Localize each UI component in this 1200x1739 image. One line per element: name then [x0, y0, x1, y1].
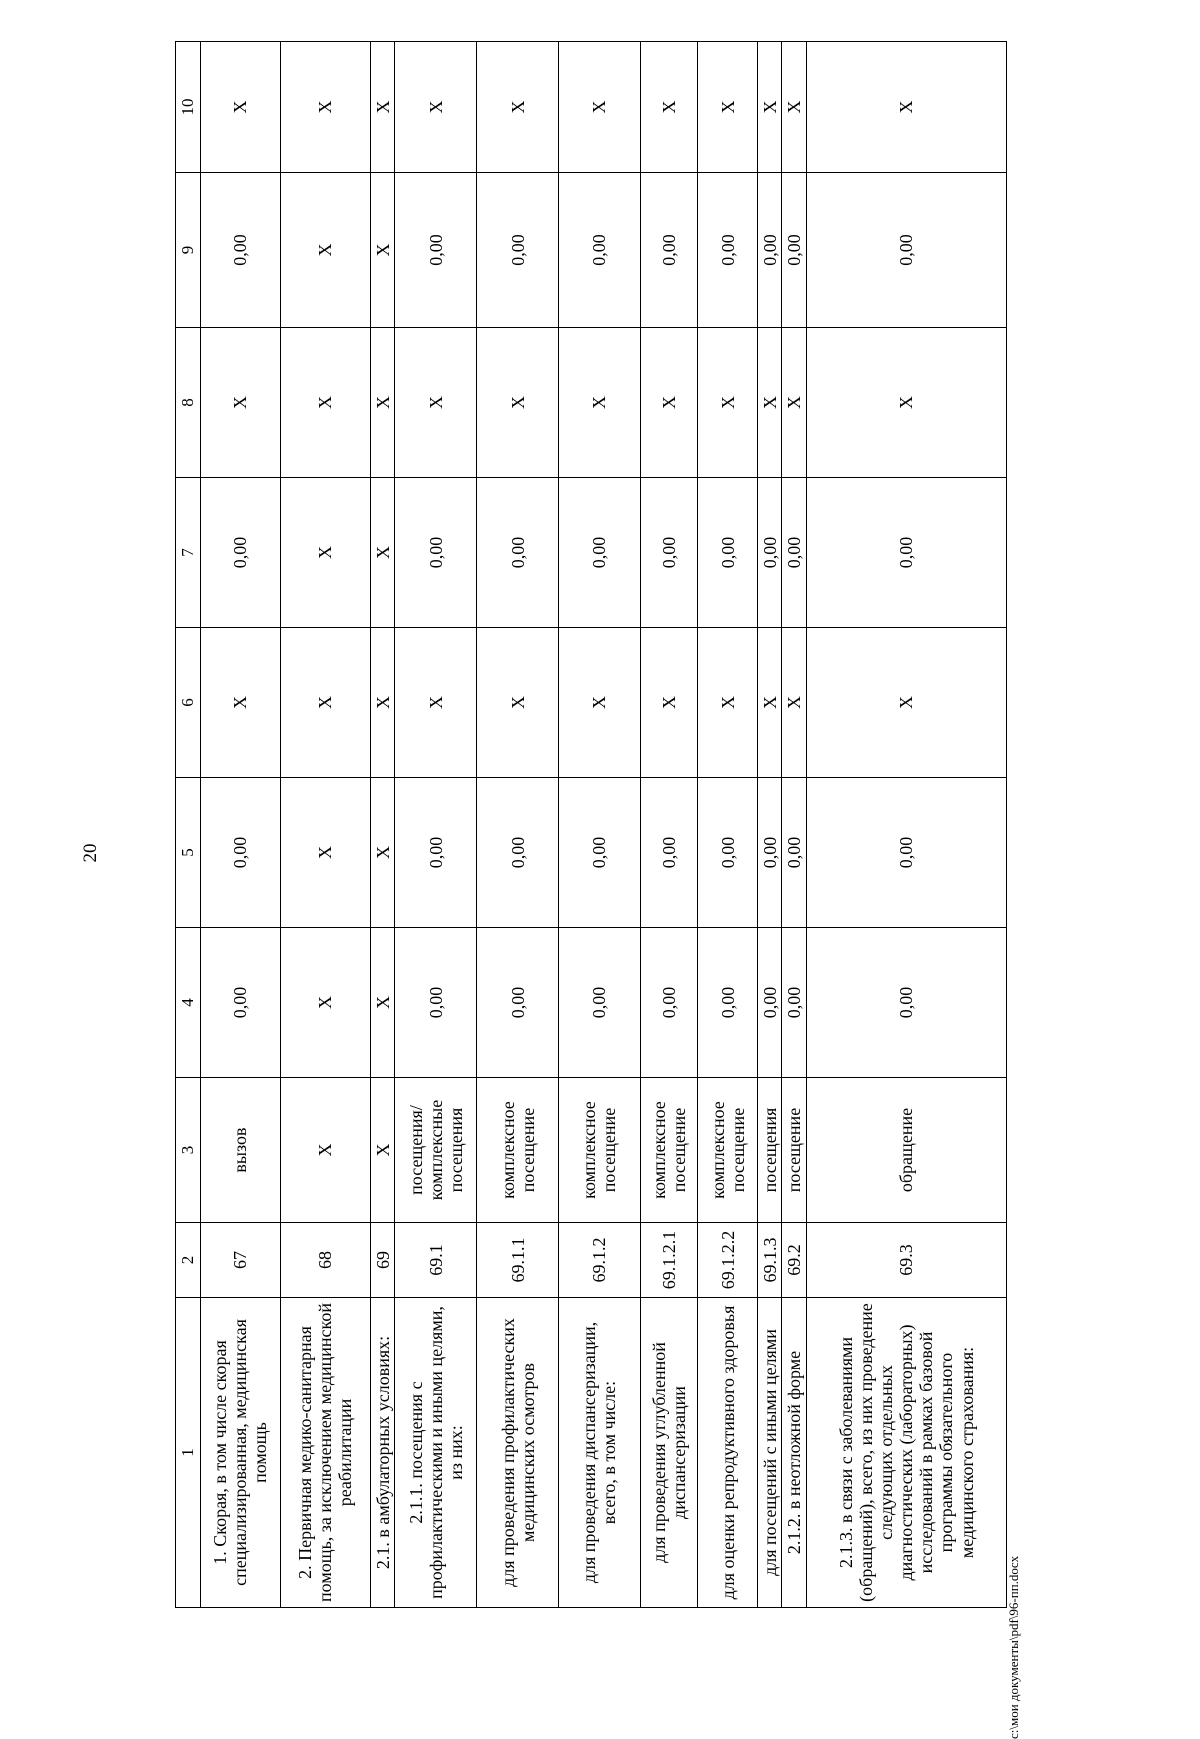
cell-col-8: Х	[280, 328, 371, 478]
cell-col-5: 0,00	[477, 778, 559, 928]
header-cell-col-3: 3	[176, 1078, 201, 1223]
cell-col-10: Х	[758, 42, 782, 173]
cell-col-6: Х	[559, 628, 641, 778]
cell-col-6: Х	[371, 628, 395, 778]
cell-col-6: Х	[758, 628, 782, 778]
cell-col-3: комплексное посещение	[698, 1078, 758, 1223]
cell-col-1: для проведения профилактических медицинских осмотров	[477, 1298, 559, 1608]
cell-col-9: 0,00	[559, 173, 641, 328]
cell-col-7: 0,00	[698, 478, 758, 628]
cell-col-8: Х	[395, 328, 477, 478]
header-cell-col-10: 10	[176, 42, 201, 173]
header-row	[176, 42, 201, 1608]
cell-col-1: 2.1.1. посещения с профилактическими и иными целями, из них:	[395, 1298, 477, 1608]
cell-col-4: 0,00	[782, 928, 806, 1078]
header-cell-col-9: 9	[176, 173, 201, 328]
cell-col-10: Х	[806, 42, 1006, 173]
cell-col-5: 0,00	[640, 778, 698, 928]
cell-col-3: Х	[280, 1078, 371, 1223]
cell-col-4: Х	[371, 928, 395, 1078]
cell-col-7: 0,00	[782, 478, 806, 628]
cell-col-8: Х	[559, 328, 641, 478]
cell-col-4: 0,00	[395, 928, 477, 1078]
cell-col-9: 0,00	[201, 173, 281, 328]
cell-col-1: для оценки репродуктивного здоровья	[698, 1298, 758, 1608]
cell-col-5: Х	[280, 778, 371, 928]
cell-col-4: 0,00	[806, 928, 1006, 1078]
cell-col-10: Х	[371, 42, 395, 173]
cell-col-2: 68	[280, 1223, 371, 1298]
cell-col-8: Х	[758, 328, 782, 478]
cell-col-5: 0,00	[201, 778, 281, 928]
cell-col-5: 0,00	[559, 778, 641, 928]
cell-col-7: 0,00	[806, 478, 1006, 628]
cell-col-2: 69.3	[806, 1223, 1006, 1298]
cell-col-9: 0,00	[477, 173, 559, 328]
cell-col-6: Х	[806, 628, 1006, 778]
cell-col-5: 0,00	[698, 778, 758, 928]
cell-col-2: 69.1.2.1	[640, 1223, 698, 1298]
cell-col-1: для проведения углубленной диспансеризации	[640, 1298, 698, 1608]
cell-col-2: 69.1.3	[758, 1223, 782, 1298]
table-row	[782, 42, 806, 1608]
cell-col-3: Х	[371, 1078, 395, 1223]
cell-col-8: Х	[782, 328, 806, 478]
table-row	[559, 42, 641, 1608]
table-row	[280, 42, 371, 1608]
cell-col-3: обращение	[806, 1078, 1006, 1223]
cell-col-6: Х	[477, 628, 559, 778]
data-table	[175, 41, 1007, 1608]
header-cell-col-7: 7	[176, 478, 201, 628]
cell-col-2: 69.1.2.2	[698, 1223, 758, 1298]
cell-col-5: Х	[371, 778, 395, 928]
cell-col-7: 0,00	[758, 478, 782, 628]
cell-col-6: Х	[395, 628, 477, 778]
header-cell-col-1: 1	[176, 1298, 201, 1608]
cell-col-10: Х	[477, 42, 559, 173]
cell-col-6: Х	[280, 628, 371, 778]
cell-col-9: 0,00	[782, 173, 806, 328]
cell-col-9: 0,00	[698, 173, 758, 328]
header-cell-col-6: 6	[176, 628, 201, 778]
cell-col-5: 0,00	[758, 778, 782, 928]
cell-col-6: Х	[698, 628, 758, 778]
cell-col-10: Х	[559, 42, 641, 173]
cell-col-4: 0,00	[201, 928, 281, 1078]
table-row	[698, 42, 758, 1608]
rotated-table-container	[175, 42, 1005, 1608]
cell-col-8: Х	[640, 328, 698, 478]
cell-col-4: Х	[280, 928, 371, 1078]
cell-col-4: 0,00	[477, 928, 559, 1078]
cell-col-3: комплексное посещение	[640, 1078, 698, 1223]
cell-col-1: 2. Первичная медико-санитарная помощь, за исключением медицинской реабилитации	[280, 1298, 371, 1608]
cell-col-7: 0,00	[395, 478, 477, 628]
cell-col-3: вызов	[201, 1078, 281, 1223]
cell-col-7: Х	[371, 478, 395, 628]
table-rotation-frame	[175, 42, 1005, 1608]
cell-col-1: 2.1. в амбулаторных условиях:	[371, 1298, 395, 1608]
cell-col-8: Х	[806, 328, 1006, 478]
cell-col-7: 0,00	[201, 478, 281, 628]
cell-col-2: 69.1.1	[477, 1223, 559, 1298]
cell-col-7: 0,00	[477, 478, 559, 628]
cell-col-4: 0,00	[640, 928, 698, 1078]
cell-col-2: 69.1.2	[559, 1223, 641, 1298]
cell-col-10: Х	[395, 42, 477, 173]
cell-col-7: 0,00	[640, 478, 698, 628]
cell-col-4: 0,00	[559, 928, 641, 1078]
cell-col-10: Х	[782, 42, 806, 173]
header-cell-col-4: 4	[176, 928, 201, 1078]
cell-col-9: 0,00	[758, 173, 782, 328]
cell-col-6: Х	[640, 628, 698, 778]
table-row	[371, 42, 395, 1608]
cell-col-5: 0,00	[782, 778, 806, 928]
cell-col-2: 69.1	[395, 1223, 477, 1298]
header-cell-col-8: 8	[176, 328, 201, 478]
cell-col-9: Х	[280, 173, 371, 328]
table-row	[806, 42, 1006, 1608]
cell-col-2: 67	[201, 1223, 281, 1298]
cell-col-9: 0,00	[640, 173, 698, 328]
cell-col-10: Х	[280, 42, 371, 173]
cell-col-6: Х	[201, 628, 281, 778]
table-body	[176, 42, 1007, 1608]
cell-col-9: 0,00	[395, 173, 477, 328]
cell-col-1: для проведения диспансеризации, всего, в том числе:	[559, 1298, 641, 1608]
cell-col-5: 0,00	[395, 778, 477, 928]
table-row	[201, 42, 281, 1608]
table-row	[477, 42, 559, 1608]
table-row	[758, 42, 782, 1608]
cell-col-8: Х	[477, 328, 559, 478]
cell-col-9: 0,00	[806, 173, 1006, 328]
cell-col-7: Х	[280, 478, 371, 628]
cell-col-3: посещения/ комплексные посещения	[395, 1078, 477, 1223]
cell-col-7: 0,00	[559, 478, 641, 628]
cell-col-4: 0,00	[758, 928, 782, 1078]
cell-col-9: Х	[371, 173, 395, 328]
table-row	[395, 42, 477, 1608]
cell-col-1: для посещений с иными целями	[758, 1298, 782, 1608]
cell-col-3: комплексное посещение	[559, 1078, 641, 1223]
footer-file-path: c:\мои документы\pdf\96-пп.docx	[1006, 1555, 1021, 1739]
cell-col-6: Х	[782, 628, 806, 778]
cell-col-10: Х	[201, 42, 281, 173]
cell-col-2: 69	[371, 1223, 395, 1298]
cell-col-3: комплексное посещение	[477, 1078, 559, 1223]
table-row	[640, 42, 698, 1608]
cell-col-1: 2.1.2. в неотложной форме	[782, 1298, 806, 1608]
cell-col-1: 2.1.3. в связи с заболеваниями (обращений), всего, из них проведение следующих отдельных диагностических (лабораторных) исследований в рамках базовой программы обязательного медицинского страхования:	[806, 1298, 1006, 1608]
cell-col-4: 0,00	[698, 928, 758, 1078]
page-number: 20	[80, 843, 101, 863]
cell-col-3: посещения	[758, 1078, 782, 1223]
cell-col-3: посещение	[782, 1078, 806, 1223]
cell-col-10: Х	[640, 42, 698, 173]
cell-col-5: 0,00	[806, 778, 1006, 928]
cell-col-2: 69.2	[782, 1223, 806, 1298]
header-cell-col-2: 2	[176, 1223, 201, 1298]
cell-col-8: Х	[201, 328, 281, 478]
cell-col-10: Х	[698, 42, 758, 173]
cell-col-8: Х	[698, 328, 758, 478]
cell-col-1: 1. Скорая, в том числе скорая специализированная, медицинская помощь	[201, 1298, 281, 1608]
cell-col-8: Х	[371, 328, 395, 478]
header-cell-col-5: 5	[176, 778, 201, 928]
